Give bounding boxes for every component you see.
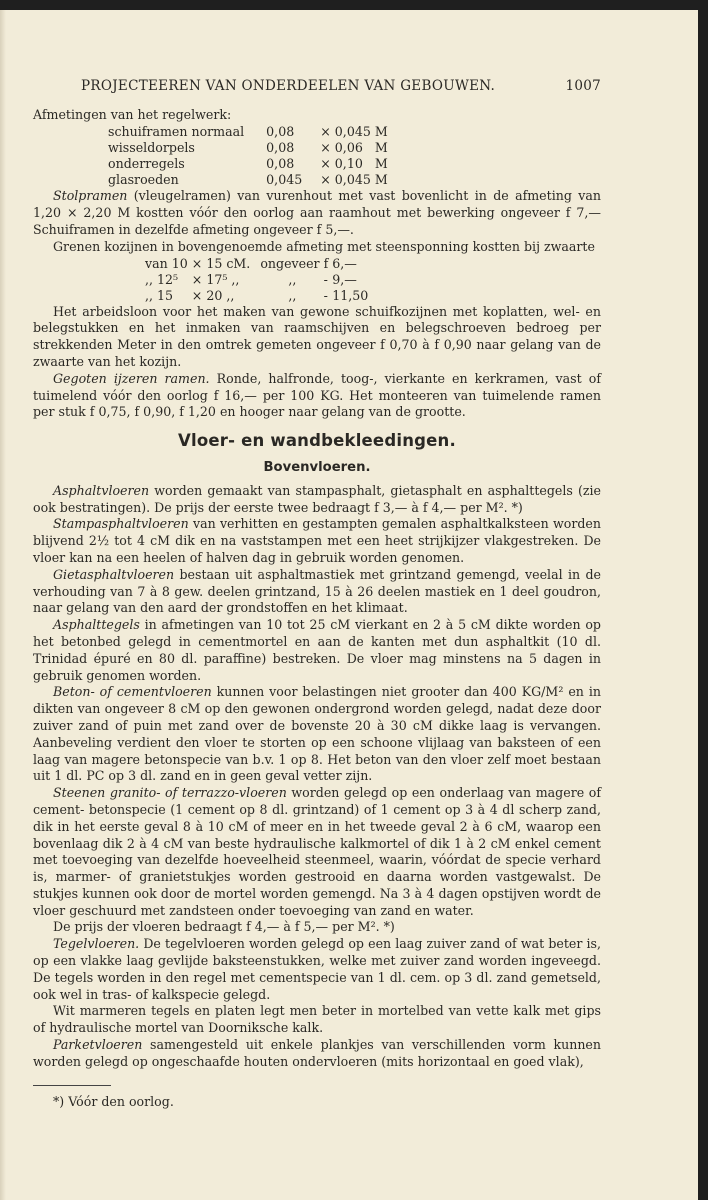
table-cell: × bbox=[320, 139, 331, 155]
table-row bbox=[145, 272, 372, 288]
term: Tegelvloeren. bbox=[53, 936, 140, 952]
paragraph bbox=[33, 684, 601, 785]
table-cell: × bbox=[320, 156, 331, 171]
table-cell: 9,— bbox=[332, 271, 357, 287]
section-title: Vloer- en wandbekleedingen. bbox=[178, 431, 456, 451]
term: Asphalttegels bbox=[53, 617, 140, 633]
paragraph-text: samengesteld uit enkele plankjes van verschillenden vorm kunnen worden gelegd op ongeschaafde houten ondervloeren (mits horizontaal en goed vlak), bbox=[33, 1037, 601, 1069]
paragraph-text: bestaan uit asphaltmastiek met grintzand gemengd, veelal in de verhouding van 7 à 8 gew. deelen grintzand, 15 à 26 deelen mastiek en 1 deel goudron, naar gelang van den aard der grondstoffen en het klimaat. bbox=[33, 566, 601, 616]
term: Stampasphaltvloeren bbox=[53, 516, 189, 532]
table-cell: glasroeden bbox=[108, 172, 179, 188]
table-cell: onderregels bbox=[108, 156, 185, 171]
paragraph-text: De tegelvloeren worden gelegd op een laag zuiver zand of wat beter is, op een vlakke laag gevlijde baksteenstukken, welke met zuiver zand worden ingeveegd. De tegels worden in den regel met cementspecie van 1 dl. cem. op 3 dl. zand gemetseld, ook wel in tras- of kalkspecie gelegd. bbox=[33, 936, 601, 1002]
scan-border-right bbox=[698, 0, 708, 1200]
table-cell: × bbox=[320, 123, 331, 139]
paragraph-text: (vleugelramen) van vurenhout met vast bovenlicht in de afmeting van 1,20 × 2,20 M kostten vóór den oorlog aan raamhout met bewerking ongeveer f 7,— Schuiframen in dezelfde afmeting ongeveer f 5,—. bbox=[33, 188, 601, 237]
table-cell: 20 ,, bbox=[206, 287, 235, 303]
paragraph bbox=[33, 483, 601, 517]
footnote: *) Vóór den oorlog. bbox=[53, 1093, 174, 1109]
term: Stolpramen bbox=[53, 188, 128, 204]
table-cell: 11,50 bbox=[332, 287, 369, 303]
page-edge-shadow bbox=[0, 10, 6, 1200]
table-cell: 0,08 bbox=[266, 123, 295, 139]
table-cell: 17⁵ ,, bbox=[206, 271, 240, 287]
table-cell: ongeveer bbox=[260, 255, 320, 271]
paragraph bbox=[33, 1003, 601, 1037]
table-cell: ,, bbox=[288, 287, 297, 303]
table-cell: - bbox=[323, 287, 328, 303]
paragraph bbox=[33, 567, 601, 617]
table-row bbox=[108, 140, 392, 156]
paragraph-text: kunnen voor belastingen niet grooter dan 400 KG/M² en in dikten van ongeveer 8 cM op den gewonen ondergrond worden gelegd, nadat deze door zuiver zand of puin met zand over de bovenste 20 à 30 cM dikke laag is vervangen. Aanbeveling verdient den vloer te storten op een schoone vlijlaag van baksteen of een laag van magere betonspecie van b.v. 1 op 8. Het beton van den vloer zelf moet bestaan uit 1 dl. PC op 3 dl. zand en in geen geval vetter zijn. bbox=[33, 684, 601, 784]
table-cell: ,, 12⁵ bbox=[145, 271, 179, 287]
paragraph-stolpramen bbox=[33, 188, 601, 238]
paragraph-text: worden gelegd op een onderlaag van magere of cement- betonspecie (1 cement op 8 dl. grintzand) of 1 cement op 3 à 4 dl scherp zand, dik in het eerste geval 8 à 10 cM of meer en in het tweede geval 2 à 6 cM, waarop een bovenlaag dik 2 à 4 cM van beste hydraulische kalkmortel of dik 1 à 2 cM enkel cement met toevoeging van dezelfde hoeveelheid steenmeel, waarin, vóórdat de specie verhard is, marmer- of granietstukjes worden gestrooid en daarna worden vastgewalst. De stukjes kunnen ook door de mortel worden gemengd. Na 3 à 4 dagen opstijven wordt de vloer geschuurd met zandsteen onder toevoeging van zand en water. bbox=[33, 785, 601, 918]
table-cell: f bbox=[323, 255, 329, 271]
term: Asphaltvloeren bbox=[53, 482, 150, 498]
table-cell: × bbox=[191, 271, 203, 287]
paragraph bbox=[33, 617, 601, 684]
paragraph-text: Ronde, halfronde, toog-, vierkante en kerkramen, vast of tuimelend vóór den oorlog f 16,— per 100 KG. Het monteeren van tuimelende ramen per stuk f 0,75, f 0,90, f 1,20 en hooger naar gelang van de grootte. bbox=[33, 370, 601, 420]
table-cell: M bbox=[374, 172, 388, 188]
paragraph bbox=[33, 1037, 601, 1071]
running-header bbox=[33, 78, 601, 95]
term: Parketvloeren bbox=[53, 1037, 143, 1053]
table-cell: 15 cM. bbox=[206, 255, 251, 271]
paragraph-text: De prijs der vloeren bedraagt f 4,— à f 5,— per M². *) bbox=[53, 919, 395, 935]
subsection-title: Bovenvloeren. bbox=[263, 459, 371, 475]
table-cell: × bbox=[191, 255, 203, 271]
paragraph-text: Wit marmeren tegels en platen legt men beter in mortelbed van vette kalk met gips of hydraulische mortel van Doorniksche kalk. bbox=[33, 1003, 601, 1036]
table-row bbox=[108, 124, 392, 140]
table-cell: × bbox=[191, 287, 203, 303]
frame-price-table bbox=[145, 256, 372, 304]
paragraph-text: worden gemaakt van stampasphalt, gietasphalt en asphalttegels (zie ook bestratingen). De prijs der eerste twee bedraagt f 3,— à f 4,— per M². *) bbox=[33, 482, 601, 515]
paragraph-gegoten bbox=[33, 371, 601, 421]
term: Beton- of cementvloeren bbox=[53, 684, 212, 700]
table-cell: M bbox=[374, 156, 388, 171]
table-cell: 0,08 bbox=[266, 156, 295, 171]
term: Gietasphaltvloeren bbox=[53, 566, 175, 582]
framework-dimensions-table bbox=[108, 124, 392, 189]
table-cell: 0,08 bbox=[266, 139, 295, 155]
paragraph-grenen: Grenen kozijnen in bovengenoemde afmeting met steensponning kostten bij zwaarte bbox=[53, 238, 595, 254]
table-row bbox=[145, 288, 372, 304]
table-cell: 0,10 bbox=[334, 156, 363, 171]
table-cell: - bbox=[323, 271, 328, 287]
table-cell: wisseldorpels bbox=[108, 139, 195, 155]
paragraph-text: van verhitten en gestampten gemalen asphaltkalksteen worden blijvend 2½ tot 4 cM dik en na vaststampen met een heet strijkijzer vlakgestreken. De vloer kan na een heelen of halven dag in gebruik worden genomen. bbox=[33, 516, 601, 565]
scan-border-top bbox=[0, 0, 708, 10]
table-cell: M bbox=[374, 139, 388, 155]
table-cell: schuiframen normaal bbox=[108, 123, 245, 139]
table-row bbox=[145, 256, 372, 272]
table-cell: 0,06 bbox=[334, 139, 363, 155]
paragraph-arbeidsloon: Het arbeidsloon voor het maken van gewone schuifkozijnen met koplatten, wel- en belegstukken en het inmaken van raamschijven en belegschroeven bedroeg per strekkenden Meter in den omtrek gemeten ongeveer f 0,70 à f 0,90 naar gelang van de zwaarte van het kozijn. bbox=[33, 303, 601, 369]
table-cell: M bbox=[374, 123, 388, 139]
term: Steenen granito- of terrazzo-vloeren bbox=[53, 785, 287, 801]
table-cell: 0,045 bbox=[334, 123, 371, 139]
paragraph bbox=[33, 516, 601, 566]
term: Gegoten ijzeren ramen. bbox=[53, 370, 210, 386]
paragraph-text: in afmetingen van 10 tot 25 cM vierkant en 2 à 5 cM dikte worden op het betonbed gelegd in cementmortel en aan de kanten met dun asphaltkit (10 dl. Trinidad épuré en 80 dl. paraffine) bestreken. De vloer mag minstens na 5 dagen in gebruik genomen worden. bbox=[33, 617, 601, 683]
table-cell: van 10 bbox=[145, 255, 188, 271]
page-content bbox=[33, 78, 601, 1110]
table-cell: ,, bbox=[288, 271, 297, 287]
page-number: 1007 bbox=[565, 78, 601, 94]
table-row bbox=[108, 172, 392, 188]
table-cell: 0,045 bbox=[266, 172, 303, 188]
table-cell: 6,— bbox=[332, 255, 357, 271]
table-cell: 0,045 bbox=[334, 172, 371, 188]
table-row bbox=[108, 156, 392, 172]
table-cell: ,, 15 bbox=[145, 287, 174, 303]
running-title: PROJECTEEREN VAN ONDERDEELEN VAN GEBOUWEN. bbox=[81, 78, 496, 94]
footnote-rule bbox=[33, 1085, 111, 1086]
paragraph bbox=[33, 919, 601, 936]
table-cell: × bbox=[320, 172, 331, 188]
intro-label: Afmetingen van het regelwerk: bbox=[33, 106, 232, 122]
paragraph bbox=[33, 785, 601, 919]
paragraph bbox=[33, 936, 601, 1003]
